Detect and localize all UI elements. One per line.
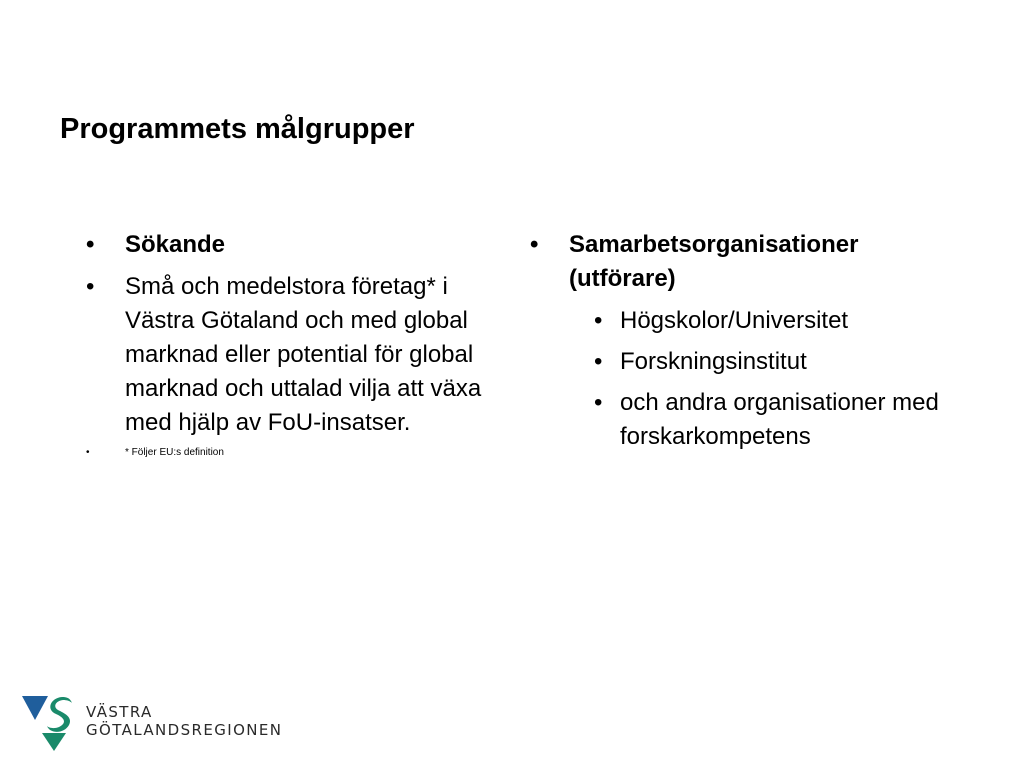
- logo-lower-shape: [42, 733, 66, 751]
- sub-bullet-other-organisations: • och andra organisationer med forskarkompetens: [594, 386, 970, 454]
- vgr-logo-icon: [22, 693, 84, 753]
- logo-wordmark: [86, 703, 282, 739]
- right-bullet-list: [530, 228, 970, 454]
- logo-blue-shape: [22, 696, 48, 720]
- slide-title: Programmets målgrupper: [60, 113, 415, 145]
- sub-bullet-universities: • Högskolor/Universitet: [594, 304, 970, 338]
- vgr-logo: [22, 693, 302, 753]
- logo-green-shape: [47, 697, 72, 732]
- logo-line-vastra: VÄSTRA: [86, 703, 153, 721]
- left-bullet-list: [86, 228, 506, 460]
- bullet-applicants: • Sökande: [86, 228, 506, 262]
- bullet-footnote: • * Följer EU:s definition: [86, 446, 506, 460]
- bullet-sme-description: • Små och medelstora företag* i Västra Götaland och med global marknad eller potential för global marknad och uttalad vilja att växa med hjälp av FoU-insatser.: [86, 270, 506, 440]
- logo-line-gotalandsregionen: GÖTALANDSREGIONEN: [86, 721, 283, 739]
- bullet-partner-organisations: • Samarbetsorganisationer (utförare): [530, 228, 970, 296]
- sub-bullet-research-institutes: • Forskningsinstitut: [594, 345, 970, 379]
- partner-sub-list: [530, 304, 970, 454]
